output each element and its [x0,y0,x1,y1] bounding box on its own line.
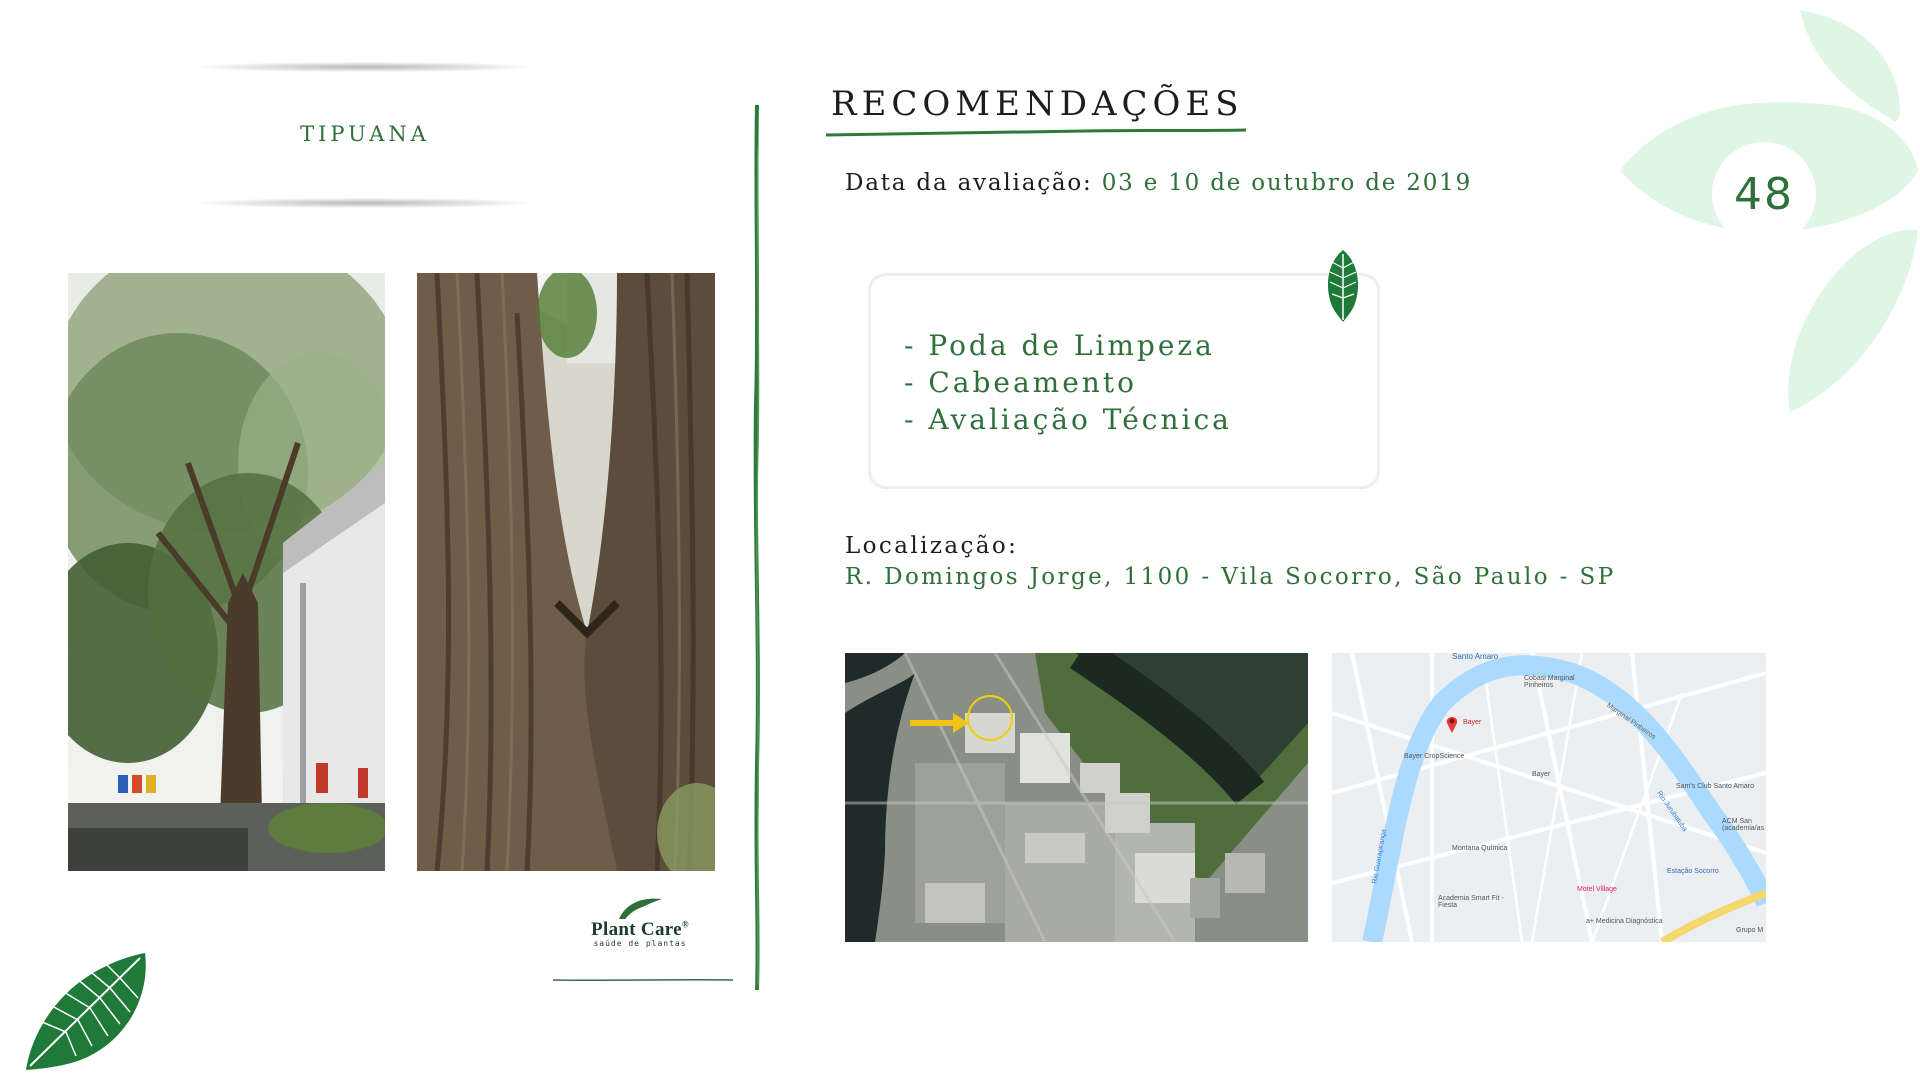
satellite-map [845,653,1308,942]
map-label: Grupo M [1736,927,1764,934]
tree-name: TIPUANA [300,122,430,146]
brand-tagline: saúde de plantas [593,939,687,948]
map-label: Rio Jurubatuba [1655,790,1689,833]
map-label: Santo Amaro [1452,653,1499,661]
brand-name-text: Plant Care [591,919,682,940]
tree-photo [68,273,385,871]
recommendation-item: - Poda de Limpeza [904,329,1215,362]
map-label: Motel Village [1577,886,1617,893]
logo-underline [553,978,733,982]
brand-name [580,919,700,941]
leaf-icon [1322,248,1364,324]
evaluation-date [845,170,1472,196]
logo-leaves-icon [614,895,664,921]
map-label: Montana Química [1452,845,1508,852]
leaf-icon [20,948,150,1073]
title-shadow-top [200,62,530,72]
section-title: RECOMENDAÇÕES [831,84,1244,124]
recommendation-item: - Cabeamento [904,366,1137,399]
map-label: Marginal Pinheiros [1605,702,1657,741]
page-number: 48 [1712,142,1816,246]
recommendation-item: - Avaliação Técnica [904,403,1232,436]
map-label: Bayer [1532,771,1551,778]
map-label: Bayer CropScience [1404,753,1465,760]
road-map [1332,653,1766,942]
vertical-divider [752,105,762,990]
map-label: Bayer [1463,719,1482,726]
title-shadow-bottom [200,198,530,208]
map-label: Rio Guarapiranga [1371,828,1388,885]
brand-registered: ® [681,919,689,930]
location-label: Localização: [845,533,1019,559]
map-label: Estação Socorro [1667,868,1719,875]
recommendations-list [904,327,1232,438]
title-underline [826,128,1246,138]
map-label: Sam's Club Santo Amaro [1676,783,1754,790]
brand-logo [580,895,700,955]
map-label: Cobasi Marginal Pinheiros [1524,675,1575,689]
map-label: ACM San (academia/as [1722,818,1765,832]
map-label: Academia Smart Fit - Fiesta [1438,895,1504,909]
location-address: R. Domingos Jorge, 1100 - Vila Socorro, São Paulo - SP [845,564,1616,590]
map-label: a+ Medicina Diagnóstica [1586,918,1663,925]
evaluation-date-label: Data da avaliação: [845,170,1093,196]
trunk-photo [417,273,715,871]
evaluation-date-value: 03 e 10 de outubro de 2019 [1101,170,1473,196]
